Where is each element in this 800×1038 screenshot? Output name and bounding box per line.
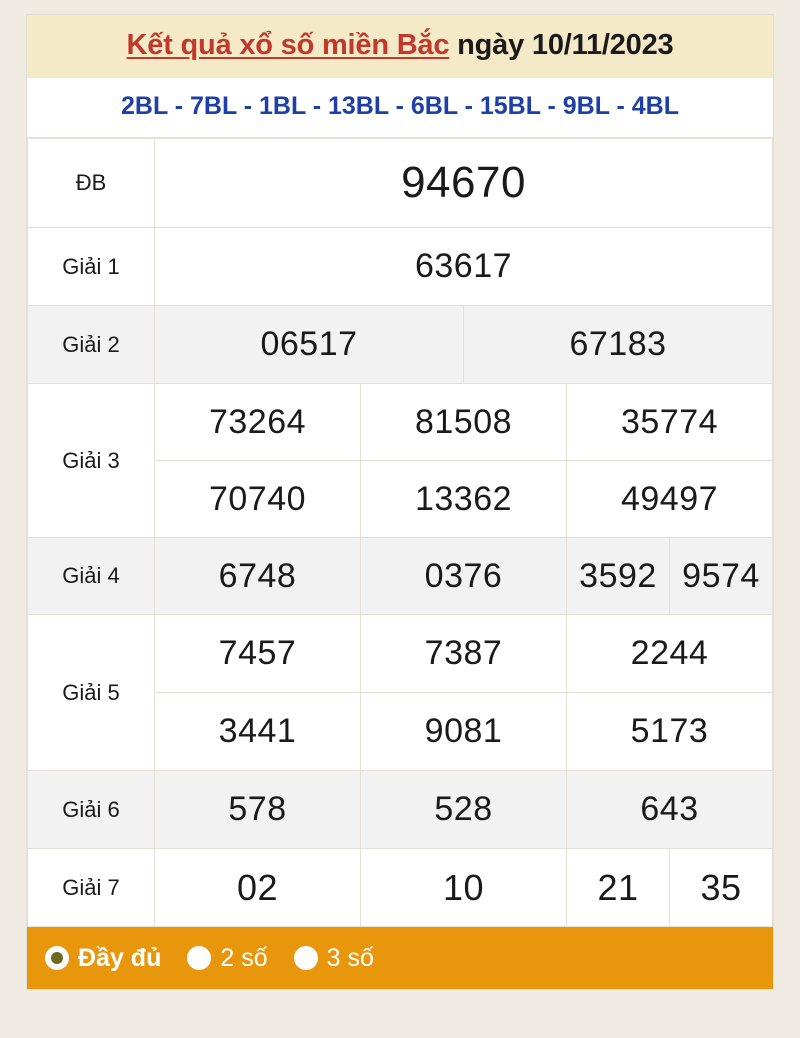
results-table	[27, 138, 773, 927]
radio-unselected-icon[interactable]	[187, 946, 211, 970]
prize-value: 13362	[361, 461, 567, 538]
prize-value: 9574	[670, 538, 773, 615]
table-row	[28, 849, 773, 927]
prize-value: 73264	[155, 384, 361, 461]
view-mode-footer	[27, 927, 773, 989]
loto-summary-row	[27, 78, 773, 138]
prize-label: Giải 4	[28, 538, 155, 615]
radio-selected-icon[interactable]	[45, 946, 69, 970]
prize-label: Giải 2	[28, 306, 155, 384]
prize-value: 528	[361, 771, 567, 849]
prize-value: 94670	[155, 139, 773, 228]
prize-value: 578	[155, 771, 361, 849]
loto-summary-text: 2BL - 7BL - 1BL - 13BL - 6BL - 15BL - 9BL - 4BL	[121, 92, 679, 120]
table-row	[28, 384, 773, 461]
prize-value: 81508	[361, 384, 567, 461]
table-row	[28, 306, 773, 384]
view-mode-label: 3 số	[326, 943, 374, 972]
prize-value: 49497	[567, 461, 773, 538]
prize-value: 35774	[567, 384, 773, 461]
table-row	[28, 228, 773, 306]
prize-value: 06517	[155, 306, 464, 384]
prize-value: 6748	[155, 538, 361, 615]
prize-label: Giải 6	[28, 771, 155, 849]
view-mode-option-full[interactable]	[45, 944, 161, 973]
prize-value: 02	[155, 849, 361, 927]
prize-value: 10	[361, 849, 567, 927]
prize-value: 35	[670, 849, 773, 927]
prize-value: 7387	[361, 615, 567, 693]
prize-label: Giải 1	[28, 228, 155, 306]
table-row	[28, 771, 773, 849]
prize-label: Giải 3	[28, 384, 155, 538]
table-row	[28, 615, 773, 693]
prize-value: 21	[567, 849, 670, 927]
view-mode-option-3-digits[interactable]	[294, 944, 374, 973]
prize-value: 7457	[155, 615, 361, 693]
table-row	[28, 139, 773, 228]
view-mode-label: 2 số	[220, 943, 268, 972]
prize-value: 0376	[361, 538, 567, 615]
prize-label: Giải 7	[28, 849, 155, 927]
view-mode-option-2-digits[interactable]	[187, 944, 267, 973]
prize-value: 63617	[155, 228, 773, 306]
radio-unselected-icon[interactable]	[294, 946, 318, 970]
result-card	[26, 14, 774, 990]
prize-value: 643	[567, 771, 773, 849]
table-row	[28, 538, 773, 615]
prize-value: 3441	[155, 693, 361, 771]
view-mode-label: Đầy đủ	[78, 943, 162, 972]
prize-label: Giải 5	[28, 615, 155, 771]
header-line	[35, 29, 765, 62]
prize-value: 5173	[567, 693, 773, 771]
prize-value: 2244	[567, 615, 773, 693]
prize-value: 70740	[155, 461, 361, 538]
page-title: Kết quả xổ số miền Bắc	[126, 29, 450, 61]
prize-value: 3592	[567, 538, 670, 615]
prize-value: 9081	[361, 693, 567, 771]
page-header	[27, 15, 773, 78]
result-date: ngày 10/11/2023	[457, 29, 674, 61]
prize-value: 67183	[464, 306, 773, 384]
prize-label: ĐB	[28, 139, 155, 228]
